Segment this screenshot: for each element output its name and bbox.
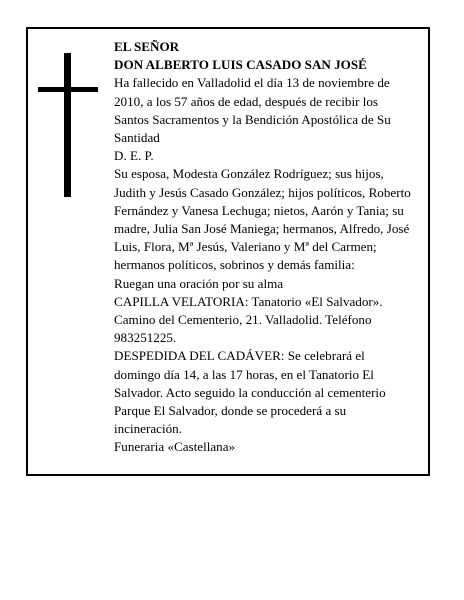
farewell-info: DESPEDIDA DEL CADÁVER: Se celebrará el domingo día 14, a las 17 horas, en el Tanatorio El Salvador. Acto seguido la conducción al cementerio Parque El Salvador, donde se procederá a su incineración. <box>114 348 386 437</box>
deceased-name: DON ALBERTO LUIS CASADO SAN JOSÉ <box>114 57 367 73</box>
chapel-info: CAPILLA VELATORIA: Tanatorio «El Salvador». Camino del Cementerio, 21. Valladolid. Teléfono 983251225. <box>114 293 383 346</box>
prayer-request: Ruegan una oración por su alma <box>114 275 284 291</box>
cross-icon <box>38 53 98 197</box>
funeral-home: Funeraria «Castellana» <box>114 439 236 455</box>
obituary-text <box>114 38 414 457</box>
rip-line: D. E. P. <box>114 148 154 164</box>
notice-heading: EL SEÑOR <box>114 39 180 54</box>
death-statement: Ha fallecido en Valladolid el día 13 de noviembre de 2010, a los 57 años de edad, después de recibir los Santos Sacramentos y la Bendición Apostólica de Su Santidad <box>114 75 391 146</box>
cross-vertical-bar <box>64 53 71 197</box>
cross-horizontal-bar <box>38 87 98 92</box>
family-list: Su esposa, Modesta González Rodríguez; sus hijos, Judith y Jesús Casado González; hijos políticos, Roberto Fernández y Vanesa Lechuga; nietos, Aarón y Tania; su madre, Julia San José Maniega; hermanos, Alfredo, José Luis, Flora, Mª Jesús, Valeriano y Mª del Carmen; hermanos políticos, sobrinos y demás familia: <box>114 166 411 273</box>
